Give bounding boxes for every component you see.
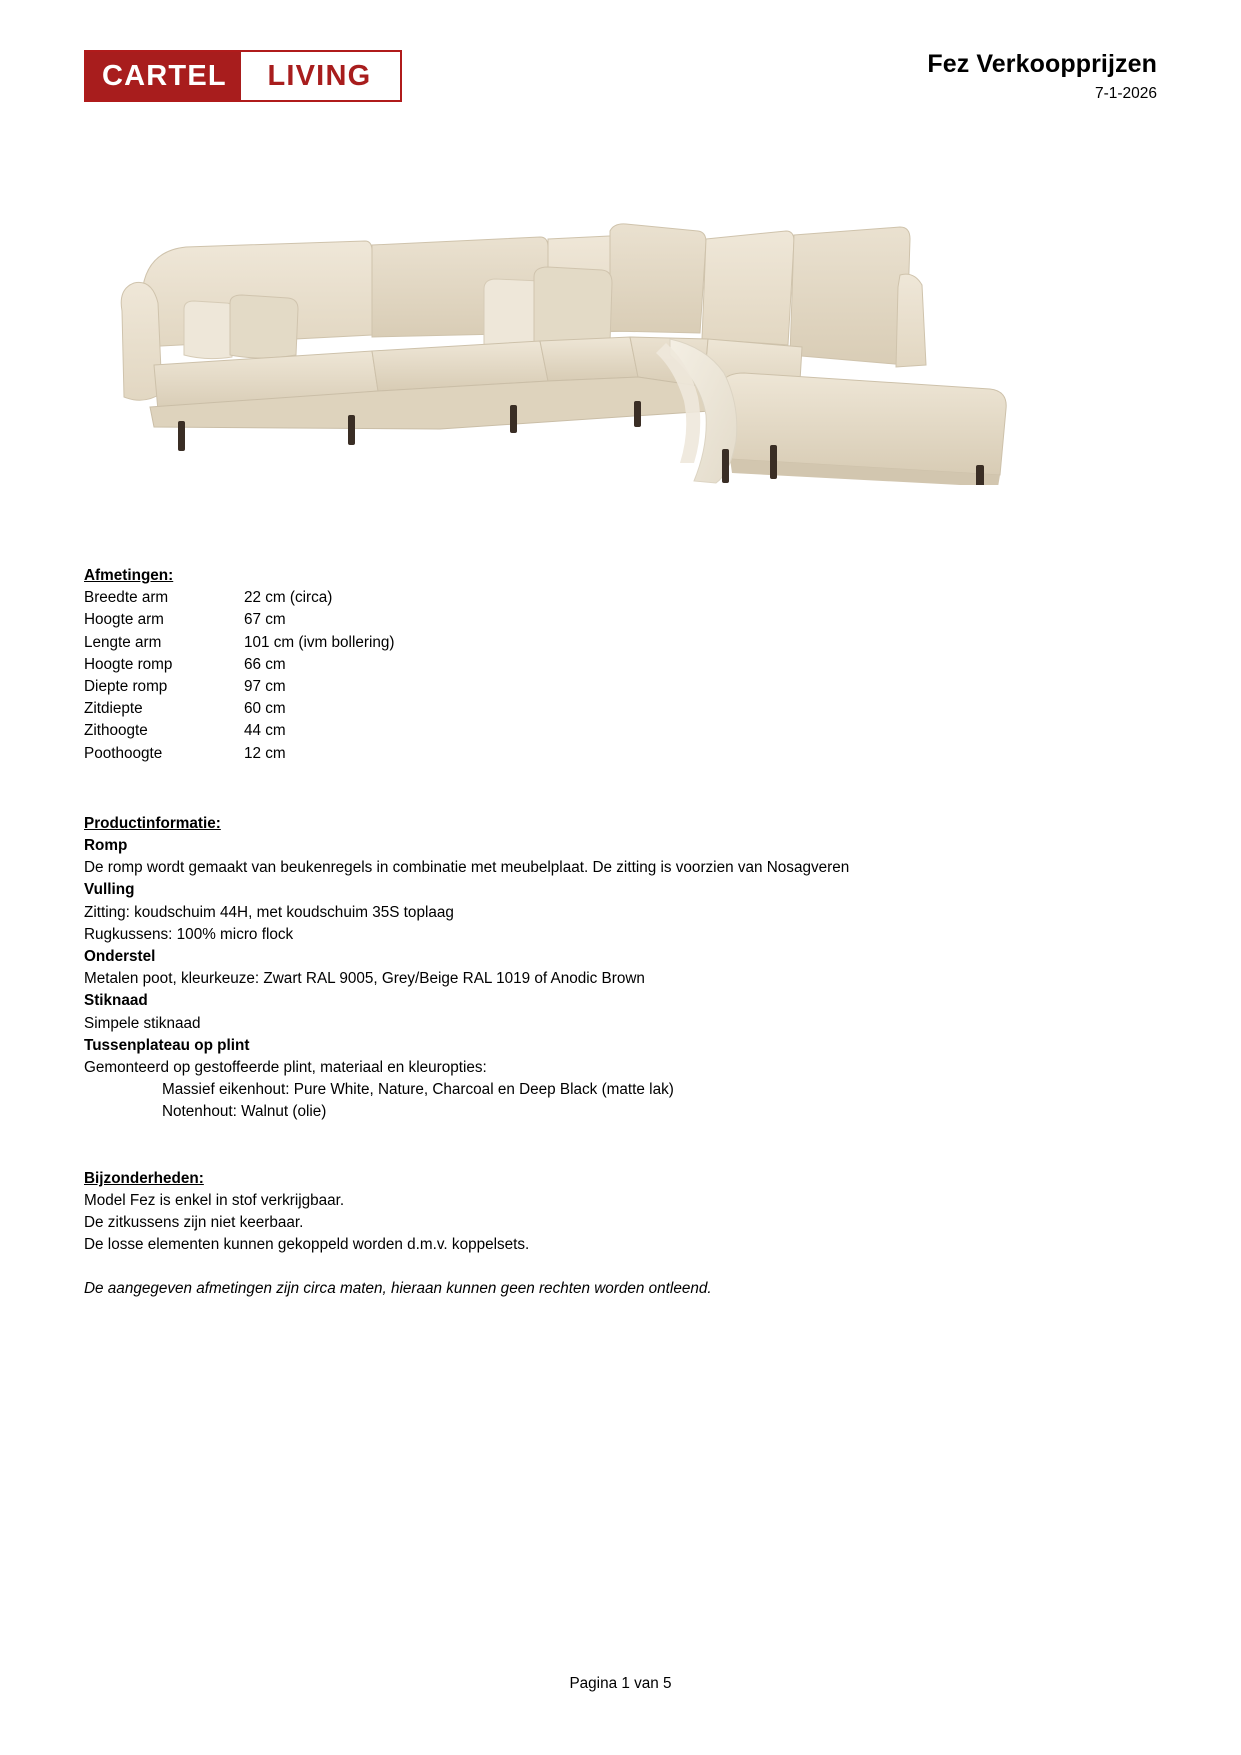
table-row: [84, 609, 394, 631]
logo-living-text: LIVING: [241, 52, 400, 100]
onderstel-label: Onderstel: [84, 948, 156, 966]
cartel-living-logo: [84, 50, 402, 102]
document-body: [84, 565, 1084, 1301]
dimension-label: Diepte romp: [84, 678, 168, 696]
tussenplateau-option-oak: Massief eikenhout: Pure White, Nature, Charcoal en Deep Black (matte lak): [162, 1081, 674, 1099]
specials-section: [84, 1168, 1084, 1301]
specials-heading: Bijzonderheden:: [84, 1169, 204, 1187]
dimension-label: Hoogte arm: [84, 611, 164, 629]
dimension-label: Zithoogte: [84, 722, 148, 740]
dimension-value: 44 cm: [244, 722, 286, 740]
table-row: [84, 676, 394, 698]
table-row: [84, 720, 394, 742]
table-row: [84, 587, 394, 609]
dimension-value: 22 cm (circa): [244, 589, 333, 607]
dimension-value: 101 cm (ivm bollering): [244, 633, 395, 651]
stiknaad-description: Simpele stiknaad: [84, 1014, 201, 1032]
dimension-value: 67 cm: [244, 611, 286, 629]
dimension-value: 97 cm: [244, 678, 286, 696]
paragraph-spacer: [84, 1256, 1084, 1278]
dimension-label: Zitdiepte: [84, 700, 143, 718]
dimension-value: 60 cm: [244, 700, 286, 718]
romp-description: De romp wordt gemaakt van beukenregels in combinatie met meubelplaat. De zitting is voorzien van Nosagveren: [84, 859, 850, 877]
vulling-label: Vulling: [84, 881, 135, 899]
product-information-section: [84, 813, 1084, 1124]
table-row: [84, 632, 394, 654]
measurements-disclaimer: De aangegeven afmetingen zijn circa maten, hieraan kunnen geen rechten worden ontleend.: [84, 1280, 712, 1298]
specials-line-1: Model Fez is enkel in stof verkrijgbaar.: [84, 1191, 345, 1209]
vulling-seat-line: Zitting: koudschuim 44H, met koudschuim 35S toplaag: [84, 903, 454, 921]
vulling-cushion-line: Rugkussens: 100% micro flock: [84, 925, 294, 943]
product-information-heading: Productinformatie:: [84, 814, 221, 832]
dimension-label: Hoogte romp: [84, 655, 173, 673]
logo-cartel-text: CARTEL: [86, 52, 241, 100]
table-row: [84, 654, 394, 676]
product-photo-sofa: [110, 215, 1010, 485]
dimensions-heading: Afmetingen:: [84, 567, 174, 584]
dimension-label: Breedte arm: [84, 589, 169, 607]
dimensions-section: [84, 565, 1084, 765]
table-row: [84, 698, 394, 720]
onderstel-description: Metalen poot, kleurkeuze: Zwart RAL 9005, Grey/Beige RAL 1019 of Anodic Brown: [84, 970, 645, 988]
page-number-label: Pagina 1 van 5: [569, 1675, 672, 1692]
page-title: Fez Verkoopprijzen: [927, 50, 1157, 78]
header-title-block: [927, 50, 1157, 103]
sofa-illustration: [110, 215, 1010, 485]
dimension-value: 66 cm: [244, 655, 286, 673]
tussenplateau-option-walnut: Notenhout: Walnut (olie): [162, 1103, 327, 1121]
tussenplateau-description: Gemonteerd op gestoffeerde plint, materiaal en kleuropties:: [84, 1059, 487, 1077]
tussenplateau-label: Tussenplateau op plint: [84, 1036, 250, 1054]
dimension-label: Poothoogte: [84, 744, 163, 762]
document-date: 7-1-2026: [1094, 84, 1157, 102]
page-footer: [0, 1675, 1241, 1693]
table-row: [84, 743, 394, 765]
dimension-label: Lengte arm: [84, 633, 162, 651]
romp-label: Romp: [84, 837, 128, 855]
dimension-value: 12 cm: [244, 744, 286, 762]
document-header: [84, 50, 1157, 120]
section-spacer: [84, 1124, 1084, 1168]
specials-line-3: De losse elementen kunnen gekoppeld worden d.m.v. koppelsets.: [84, 1236, 530, 1254]
specials-line-2: De zitkussens zijn niet keerbaar.: [84, 1214, 304, 1232]
stiknaad-label: Stiknaad: [84, 992, 148, 1010]
section-spacer: [84, 765, 1084, 813]
dimensions-table: [84, 587, 394, 765]
